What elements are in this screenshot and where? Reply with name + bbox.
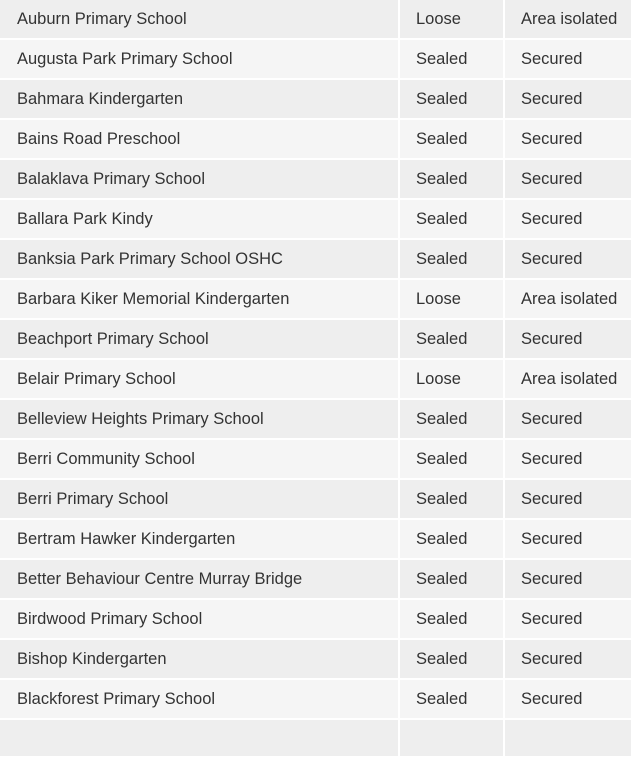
table-row	[0, 120, 631, 160]
action-cell: Secured	[505, 120, 631, 160]
table-row	[0, 280, 631, 320]
action-cell: Secured	[505, 80, 631, 120]
table-row	[0, 0, 631, 40]
site-name-cell: Bains Road Preschool	[0, 120, 400, 160]
site-name-cell: Beachport Primary School	[0, 320, 400, 360]
status-cell: Sealed	[400, 480, 505, 520]
status-cell: Sealed	[400, 440, 505, 480]
table-row	[0, 640, 631, 680]
site-name-cell: Balaklava Primary School	[0, 160, 400, 200]
action-cell: Secured	[505, 560, 631, 600]
site-name-cell: Belair Primary School	[0, 360, 400, 400]
status-cell: Sealed	[400, 80, 505, 120]
action-cell: Secured	[505, 40, 631, 80]
table-row	[0, 360, 631, 400]
site-name-cell: Augusta Park Primary School	[0, 40, 400, 80]
action-cell: Secured	[505, 640, 631, 680]
site-name-cell: Barbara Kiker Memorial Kindergarten	[0, 280, 400, 320]
table-row	[0, 400, 631, 440]
table-row	[0, 440, 631, 480]
action-cell: Secured	[505, 240, 631, 280]
action-cell: Secured	[505, 440, 631, 480]
status-cell: Sealed	[400, 560, 505, 600]
table-row	[0, 40, 631, 80]
status-cell: Sealed	[400, 40, 505, 80]
action-cell: Secured	[505, 160, 631, 200]
status-cell: Sealed	[400, 520, 505, 560]
action-cell: Area isolated	[505, 280, 631, 320]
status-cell: Sealed	[400, 120, 505, 160]
site-name-cell: Better Behaviour Centre Murray Bridge	[0, 560, 400, 600]
action-cell: Secured	[505, 600, 631, 640]
action-cell: Secured	[505, 520, 631, 560]
status-cell: Sealed	[400, 400, 505, 440]
action-cell: Secured	[505, 480, 631, 520]
site-name-cell: Bishop Kindergarten	[0, 640, 400, 680]
table-row	[0, 560, 631, 600]
table-row	[0, 520, 631, 560]
status-cell: Sealed	[400, 200, 505, 240]
status-cell: Loose	[400, 280, 505, 320]
status-cell: Sealed	[400, 640, 505, 680]
table-row	[0, 320, 631, 360]
table-row	[0, 240, 631, 280]
action-cell: Secured	[505, 320, 631, 360]
status-cell: Sealed	[400, 680, 505, 720]
status-cell: Loose	[400, 0, 505, 40]
site-name-cell: Auburn Primary School	[0, 0, 400, 40]
status-cell: Loose	[400, 360, 505, 400]
action-cell: Secured	[505, 680, 631, 720]
status-cell: Sealed	[400, 320, 505, 360]
site-name-cell: Banksia Park Primary School OSHC	[0, 240, 400, 280]
action-cell	[505, 720, 631, 758]
table-row	[0, 200, 631, 240]
table-row	[0, 720, 631, 758]
site-name-cell	[0, 720, 400, 758]
status-cell	[400, 720, 505, 758]
action-cell: Secured	[505, 200, 631, 240]
table-row	[0, 480, 631, 520]
site-name-cell: Belleview Heights Primary School	[0, 400, 400, 440]
table-row	[0, 600, 631, 640]
table-row	[0, 680, 631, 720]
site-name-cell: Ballara Park Kindy	[0, 200, 400, 240]
action-cell: Area isolated	[505, 360, 631, 400]
site-name-cell: Berri Primary School	[0, 480, 400, 520]
site-name-cell: Bertram Hawker Kindergarten	[0, 520, 400, 560]
action-cell: Secured	[505, 400, 631, 440]
site-name-cell: Birdwood Primary School	[0, 600, 400, 640]
status-cell: Sealed	[400, 160, 505, 200]
status-cell: Sealed	[400, 600, 505, 640]
table-row	[0, 80, 631, 120]
status-cell: Sealed	[400, 240, 505, 280]
action-cell: Area isolated	[505, 0, 631, 40]
site-name-cell: Bahmara Kindergarten	[0, 80, 400, 120]
table-row	[0, 160, 631, 200]
site-name-cell: Blackforest Primary School	[0, 680, 400, 720]
site-name-cell: Berri Community School	[0, 440, 400, 480]
